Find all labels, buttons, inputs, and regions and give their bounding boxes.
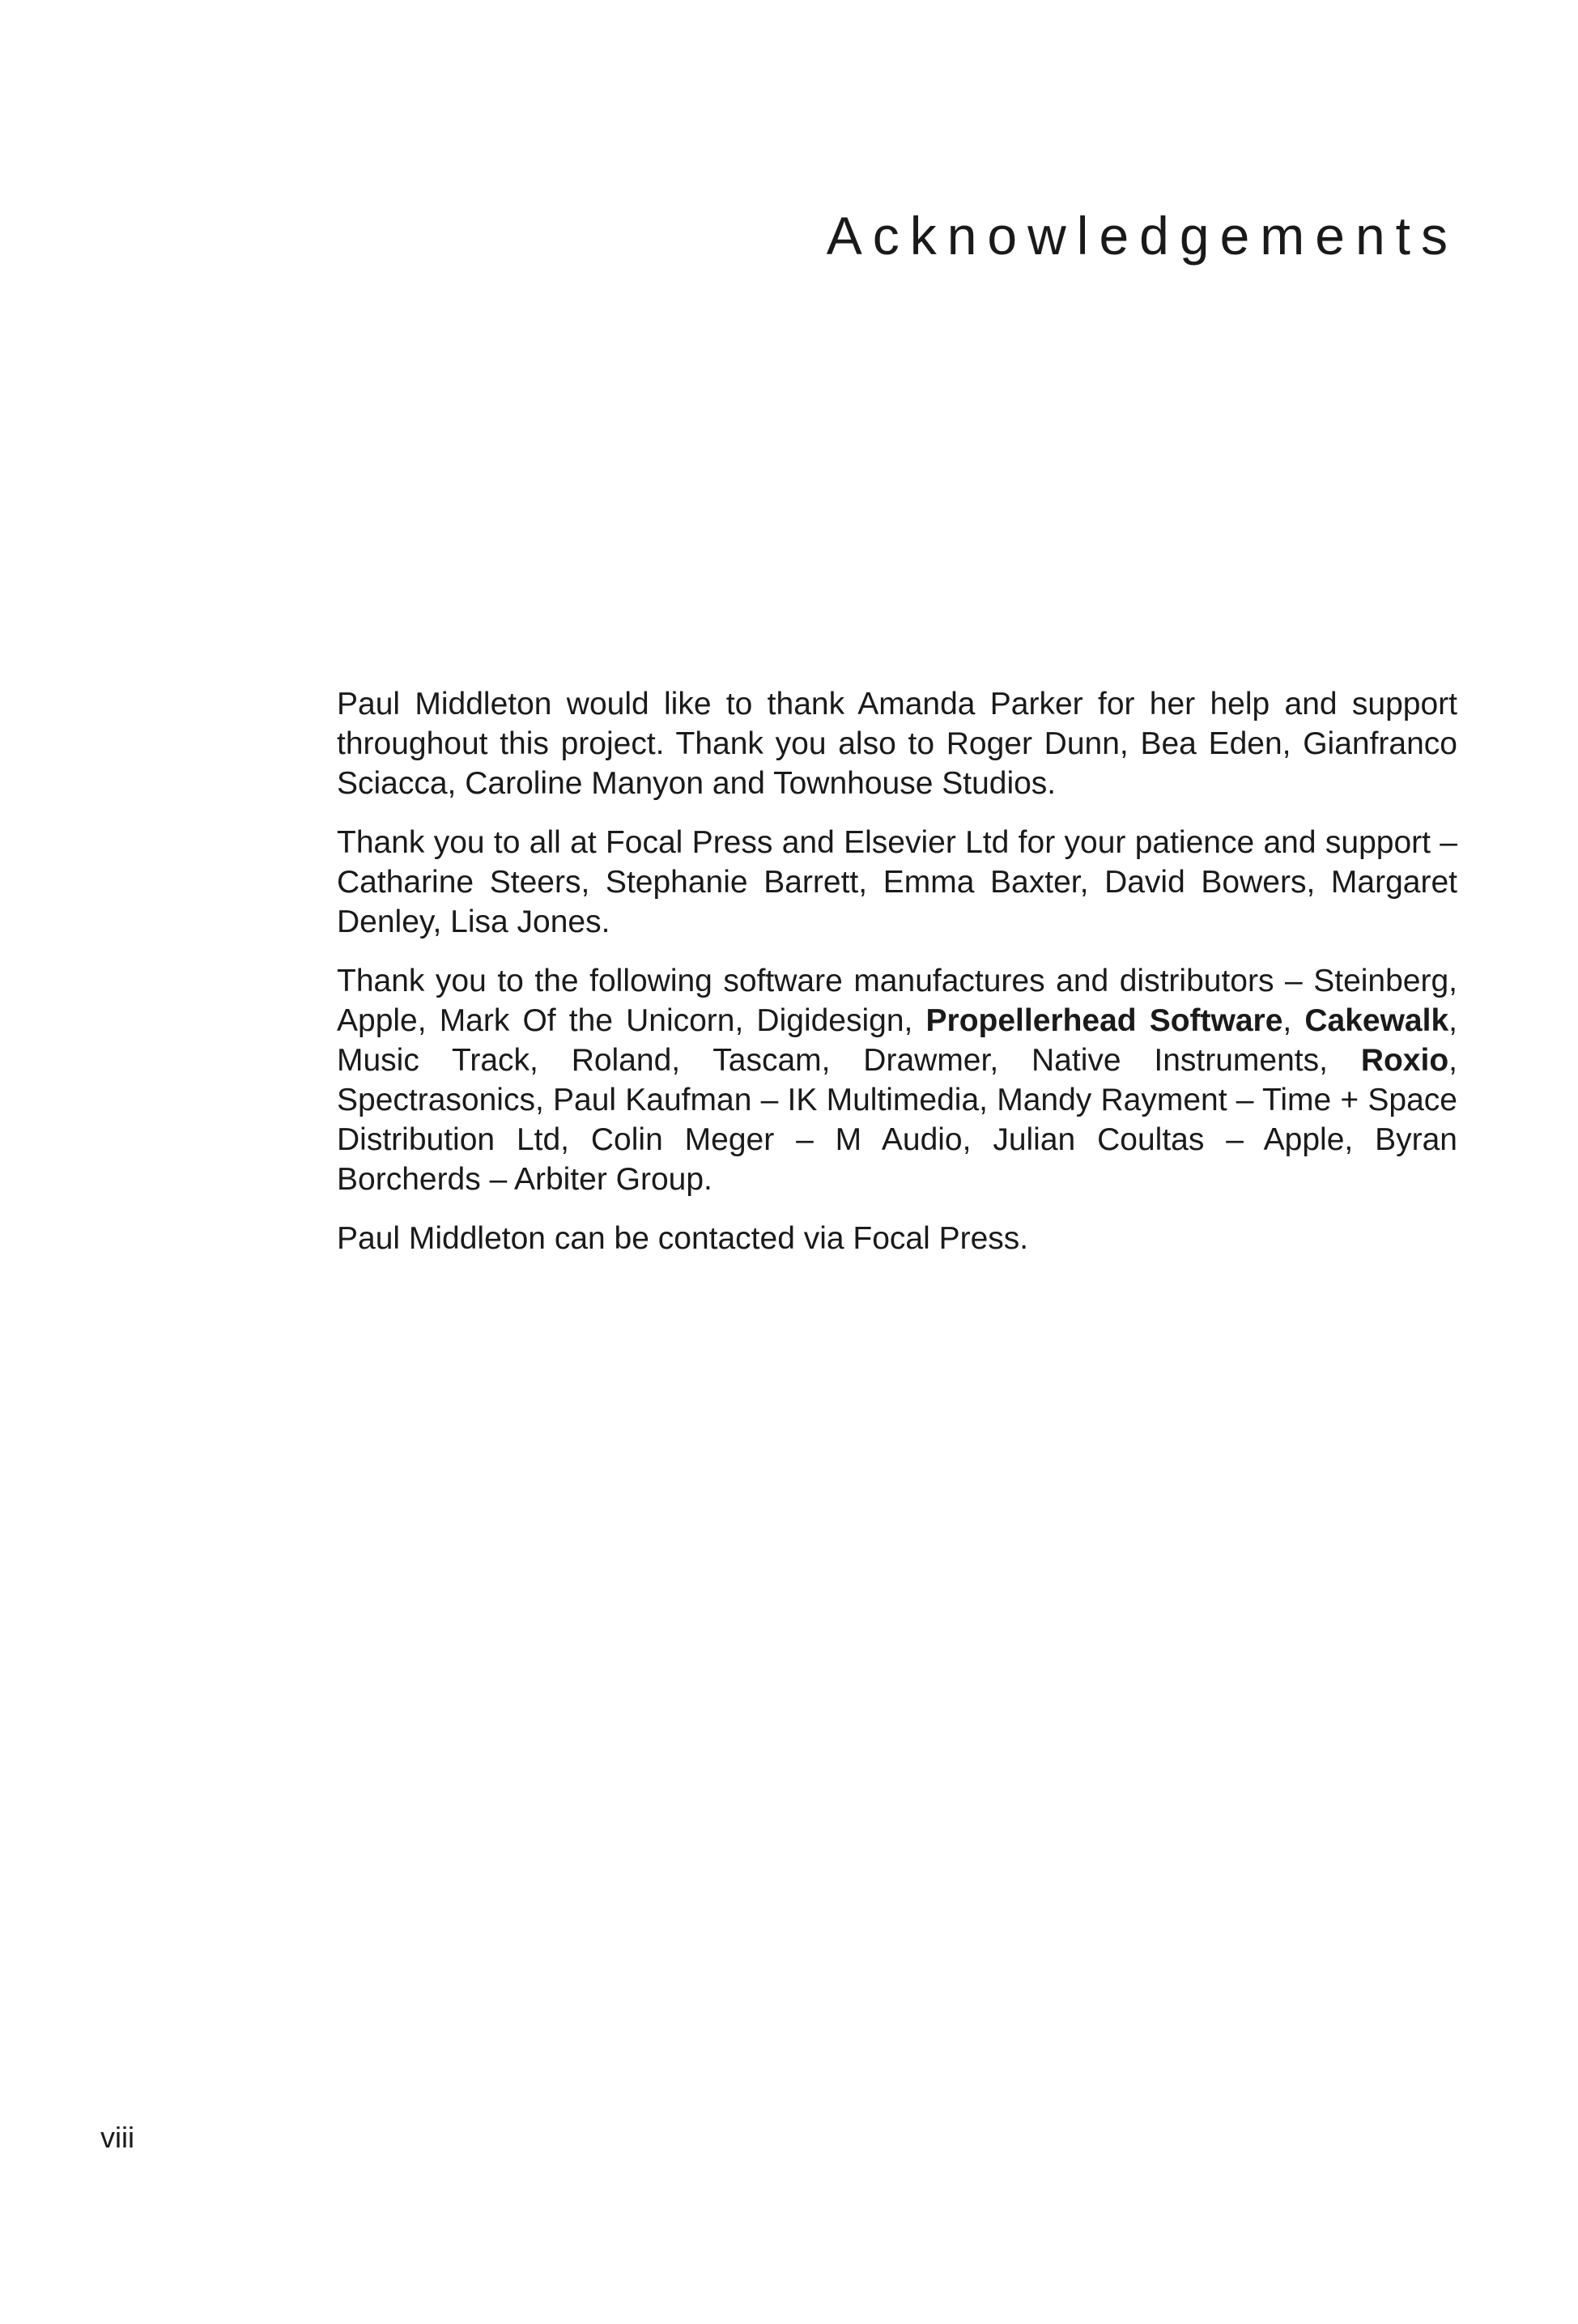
brand-cakewalk: Cakewalk bbox=[1304, 1003, 1449, 1038]
paragraph-thanks-personal: Paul Middleton would like to thank Amanda Parker for her help and support throughout this project. Thank you also to Roger Dunn, Bea Eden, Gianfranco Sciacca, Caroline Manyon and Townhouse Studios. bbox=[337, 687, 1457, 801]
software-text-3: , Spectrasonics, Paul Kaufman – IK Multimedia, Mandy Rayment – Time + Space Distribution Ltd, Colin Meger – M Audio, Julian Coultas – Apple, Byran Borcherds – Arbiter Group. bbox=[337, 1043, 1457, 1197]
paragraph-thanks-publisher: Thank you to all at Focal Press and Elsevier Ltd for your patience and support – Catharine Steers, Stephanie Barrett, Emma Baxter, David Bowers, Margaret Denley, Lisa Jones. bbox=[337, 825, 1457, 939]
page-number: viii bbox=[100, 2121, 134, 2154]
paragraph-contact: Paul Middleton can be contacted via Focal Press. bbox=[337, 1221, 1029, 1256]
paragraph-thanks-software bbox=[337, 961, 1457, 1199]
brand-propellerhead: Propellerhead Software bbox=[925, 1003, 1283, 1038]
page-title: Acknowledgements bbox=[826, 206, 1458, 266]
software-text-2: , Music Track, Roland, Tascam, Drawmer, Native Instruments, bbox=[337, 1003, 1457, 1078]
brand-roxio: Roxio bbox=[1360, 1043, 1449, 1078]
software-separator: , bbox=[1282, 1003, 1305, 1038]
acknowledgements-body bbox=[337, 684, 1457, 1278]
software-text-1: Thank you to the following software manufactures and distributors – Steinberg, Apple, Mark Of the Unicorn, Digidesign, bbox=[337, 964, 1457, 1038]
